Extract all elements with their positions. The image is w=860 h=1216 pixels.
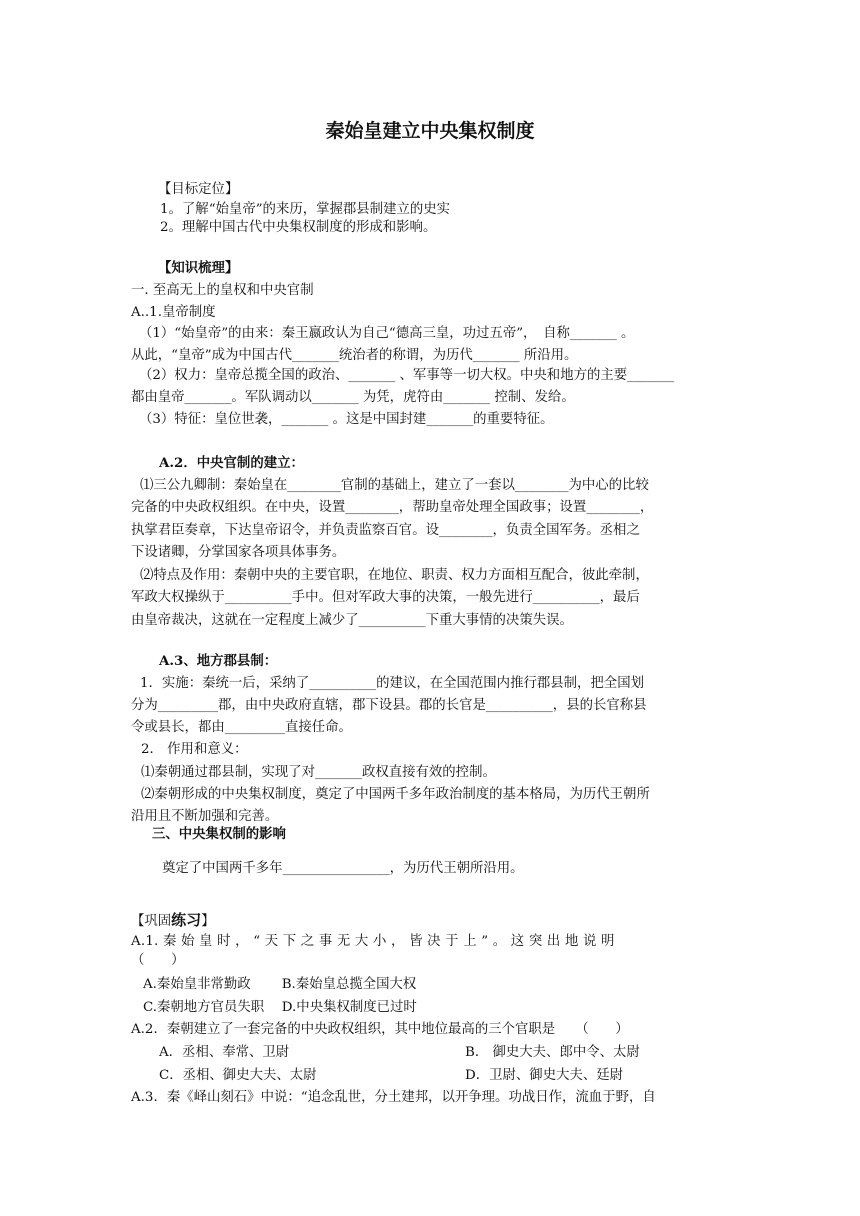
a2-line-5: ⑵特点及作用：秦朝中央的主要官职，在地位、职责、权力方面相互配合，彼此牵制， — [140, 568, 649, 583]
q3-stem: A.3．秦《峄山刻石》中说：“追念乱世，分土建邦，以开争理。功战日作，流血于野，自 — [131, 1090, 656, 1105]
a3-line-1: 1．实施：秦统一后，采纳了__________的建议，在全国范围内推行郡县制，把全国划 — [140, 676, 644, 691]
section-3-text — [162, 859, 762, 879]
section-3-blank: ________________ — [282, 861, 390, 876]
q1-options-row-1: A.秦始皇非常勤政 B.秦始皇总揽全国大权 — [143, 977, 417, 992]
a3-line-6: ⑵秦朝形成的中央集权制度，奠定了中国两千多年政治制度的基本格局，为历代王朝所 — [141, 787, 650, 802]
practice-heading — [131, 910, 731, 932]
a3-line-5: ⑴秦朝通过郡县制，实现了对_______政权直接有效的控制。 — [141, 765, 496, 780]
a3-line-4: 2． 作用和意义： — [141, 742, 248, 757]
a2-line-4: 下设诸卿，分掌国家各项具体事务。 — [131, 545, 346, 560]
a3-line-3: 令或县长，都由_________直接任命。 — [131, 720, 352, 735]
practice-heading-close: 】 — [201, 914, 215, 929]
a2-line-2: 完备的中央政权组织。在中央，设置________，帮助皇帝处理全国政事；设置________， — [131, 500, 654, 515]
q2-option-c: C．丞相、御史大夫、太尉 — [159, 1068, 317, 1083]
goal-item-2: 2。理解中国古代中央集权制度的形成和影响。 — [160, 220, 437, 235]
a1-line-2: 从此，“皇帝”成为中国古代_______统治者的称谓，为历代_______ 所沿用。 — [131, 348, 578, 363]
practice-heading-open: 【巩固 — [131, 914, 172, 929]
a2-title: A.2．中央官制的建立： — [159, 455, 304, 471]
a3-title: A.3、地方郡县制： — [159, 653, 278, 669]
section-3-title: 三、中央集权制的影响 — [152, 827, 286, 842]
a2-line-1: ⑴三公九卿制：秦始皇在________官制的基础上，建立了一套以________为中心的比较 — [140, 478, 649, 493]
a3-line-7: 沿用且不断加强和完善。 — [131, 809, 279, 824]
a1-line-3: （2）权力：皇帝总揽全国的政治、_______ 、军事等一切大权。中央和地方的主要_______ — [139, 368, 675, 383]
q2-option-a: A．丞相、奉常、卫尉 — [159, 1045, 290, 1060]
q2-option-d: D．卫尉、御史大夫、廷尉 — [465, 1068, 624, 1083]
a1-line-1: （1）“始皇帝”的由来：秦王嬴政认为自己“德高三皇，功过五帝”， 自称_______ 。 — [139, 326, 635, 341]
goal-item-1: 1。了解“始皇帝”的来历，掌握郡县制建立的史实 — [160, 202, 451, 217]
document-title: 秦始皇建立中央集权制度 — [325, 120, 535, 142]
section-3-text-post: ，为历代王朝所沿用。 — [389, 861, 524, 876]
a1-line-4: 都由皇帝_______。军队调动以_______ 为凭，虎符由_______ 控制、发给。 — [131, 390, 575, 405]
practice-heading-word: 练习 — [171, 911, 202, 929]
section-1-title: 一. 至高无上的皇权和中央官制 — [131, 283, 314, 298]
a2-line-6: 军政大权操纵于__________手中。但对军政大事的决策，一般先进行__________，最后 — [131, 590, 640, 605]
a2-line-3: 执掌君臣奏章，下达皇帝诏令，并负责监察百官。设________，负责全国军务。丞相之 — [131, 523, 640, 538]
a3-line-2: 分为_________郡，由中央政府直辖，郡下设县。郡的长官是__________，县的长官称县 — [131, 698, 647, 713]
a1-line-5: （3）特征：皇位世袭，_______ 。这是中国封建_______的重要特征。 — [139, 412, 554, 427]
goals-heading: 【目标定位】 — [158, 182, 239, 197]
q1-options-row-2: C.秦朝地方官员失职 D.中央集权制度已过时 — [143, 1000, 417, 1015]
q1-stem: A.1. 秦 始 皇 时 ， “ 天 下 之 事 无 大 小 ， 皆 决 于 上 ” 。 这 突 出 地 说 明 — [131, 934, 615, 949]
q2-stem: A.2．秦朝建立了一套完备的中央政权组织，其中地位最高的三个官职是 （ ） — [131, 1022, 629, 1037]
knowledge-heading: 【知识梳理】 — [158, 261, 239, 276]
section-3-text-pre: 奠定了中国两千多年 — [162, 861, 283, 876]
q2-option-b: B． 御史大夫、郎中令、太尉 — [465, 1045, 640, 1060]
a2-line-7: 由皇帝裁决，这就在一定程度上减少了__________下重大事情的决策失误。 — [131, 613, 573, 628]
a1-title: A..1.皇帝制度 — [131, 305, 216, 320]
q1-paren: （ ） — [131, 953, 185, 968]
